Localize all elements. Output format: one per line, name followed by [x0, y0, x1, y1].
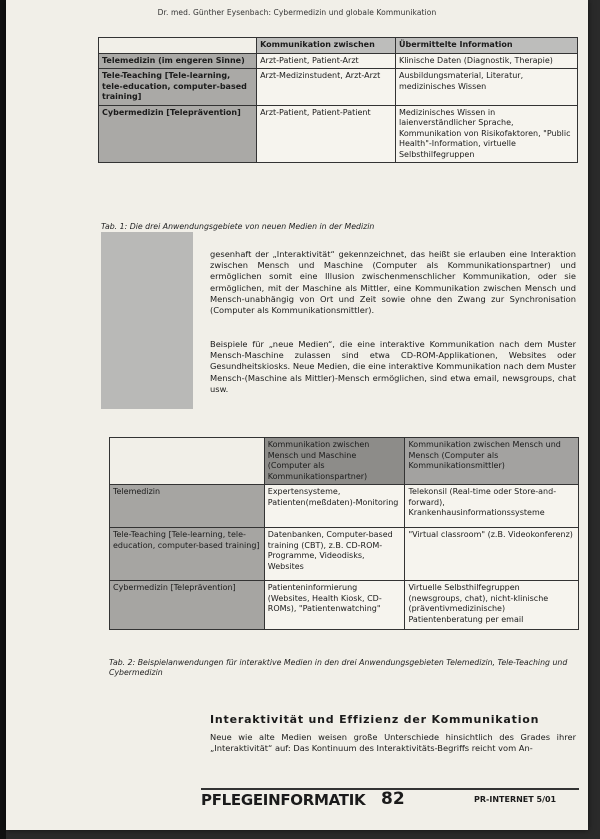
- table-header-cell: [99, 38, 257, 54]
- table-header-cell: Kommunikation zwischen Mensch und Maschine (Computer als Kommunikationspartner): [264, 438, 405, 485]
- table-row-header: Tele-Teaching [Tele-learning, tele-education, computer-based training]: [99, 69, 257, 106]
- margin-gray-bar: [101, 232, 193, 409]
- table-row-header: Cybermedizin [Teleprävention]: [99, 105, 257, 163]
- table-cell: Arzt-Patient, Patient-Arzt: [257, 53, 396, 69]
- table-cell: Virtuelle Selbsthilfegruppen (newsgroups, chat), nicht-klinische (präventivmedizinische) Patientenberatung per email: [405, 581, 579, 630]
- table-row-header: Telemedizin (im engeren Sinne): [99, 53, 257, 69]
- table-cell: Patienteninformierung (Websites, Health Kiosk, CD-ROMs), "Patientenwatching": [264, 581, 405, 630]
- table-cell: Arzt-Medizinstudent, Arzt-Arzt: [257, 69, 396, 106]
- document-page: [6, 0, 588, 830]
- table-2-caption: Tab. 2: Beispielanwendungen für interaktive Medien in den drei Anwendungsgebieten Telemedizin, Tele-Teaching und Cybermedizin: [109, 658, 568, 677]
- table-1-caption: Tab. 1: Die drei Anwendungsgebiete von neuen Medien in der Medizin: [101, 222, 375, 231]
- page-number: 82: [381, 789, 405, 809]
- issue-label: PR-INTERNET 5/01: [474, 795, 557, 804]
- table-row-header: Tele-Teaching [Tele-learning, tele-education, computer-based training]: [110, 528, 265, 581]
- table-header-cell: Kommunikation zwischen Mensch und Mensch (Computer als Kommunikationsmittler): [405, 438, 579, 485]
- table-row-header: Cybermedizin [Teleprävention]: [110, 581, 265, 630]
- table-row: [110, 528, 579, 581]
- body-paragraph: Beispiele für „neue Medien“, die eine interaktive Kommunikation nach dem Muster Mensch-Maschine zulassen sind etwa CD-ROM-Applikationen, Websites oder Gesundheitskiosks. Neue Medien, die eine interaktive Kommunikation nach dem Muster Mensch-(Maschine als Mittler)-Mensch ermöglichen, sind etwa email, newsgroups, chat usw.: [210, 339, 576, 394]
- table-cell: Arzt-Patient, Patient-Patient: [257, 105, 396, 163]
- table-header-cell: [110, 438, 265, 485]
- body-paragraph: Neue wie alte Medien weisen große Unterschiede hinsichtlich des Grades ihrer „Interaktivität“ auf: Das Kontinuum des Interaktivitäts-Begriffs reicht vom An-: [210, 732, 576, 754]
- table-row: [110, 485, 579, 528]
- table-cell: Ausbildungsmaterial, Literatur, medizinisches Wissen: [395, 69, 577, 106]
- section-heading: Interaktivität und Effizienz der Kommunikation: [210, 713, 540, 726]
- table-header-row: [99, 38, 578, 54]
- table-1: [98, 37, 578, 163]
- table-header-row: [110, 438, 579, 485]
- table-row: [99, 105, 578, 163]
- running-head: Dr. med. Günther Eysenbach: Cybermedizin und globale Kommunikation: [157, 8, 437, 17]
- table-2: [109, 437, 579, 630]
- journal-logo: PFLEGEINFORMATIK: [201, 791, 366, 809]
- table-cell: "Virtual classroom" (z.B. Videokonferenz): [405, 528, 579, 581]
- table-row: [110, 581, 579, 630]
- table-cell: Datenbanken, Computer-based training (CBT), z.B. CD-ROM-Programme, Videodisks, Websites: [264, 528, 405, 581]
- table-cell: Telekonsil (Real-time oder Store-and-forward), Krankenhausinformationssysteme: [405, 485, 579, 528]
- table-cell: Expertensysteme, Patienten(meßdaten)-Monitoring: [264, 485, 405, 528]
- table-cell: Klinische Daten (Diagnostik, Therapie): [395, 53, 577, 69]
- table-row: [99, 69, 578, 106]
- table-cell: Medizinisches Wissen in laienverständlicher Sprache, Kommunikation von Risikofaktoren, "Public Health"-Information, virtuelle Selbsthilfegruppen: [395, 105, 577, 163]
- table-header-cell: Kommunikation zwischen: [257, 38, 396, 54]
- body-paragraph: gesenhaft der „Interaktivität“ gekennzeichnet, das heißt sie erlauben eine Interaktion zwischen Mensch und Maschine (Computer als Kommunikationspartner) und ermöglichen somit eine Illusion zwischenmenschlicher Kommunikation, oder sie ermöglichen, mit der Maschine als Mittler, eine Kommunikation zwischen Mensch und Mensch-unabhängig von Ort und Zeit sowie ohne den Zwang zur Synchronisation (Computer als Kommunikationsmittler).: [210, 249, 576, 316]
- table-row-header: Telemedizin: [110, 485, 265, 528]
- table-header-cell: Übermittelte Information: [395, 38, 577, 54]
- table-row: [99, 53, 578, 69]
